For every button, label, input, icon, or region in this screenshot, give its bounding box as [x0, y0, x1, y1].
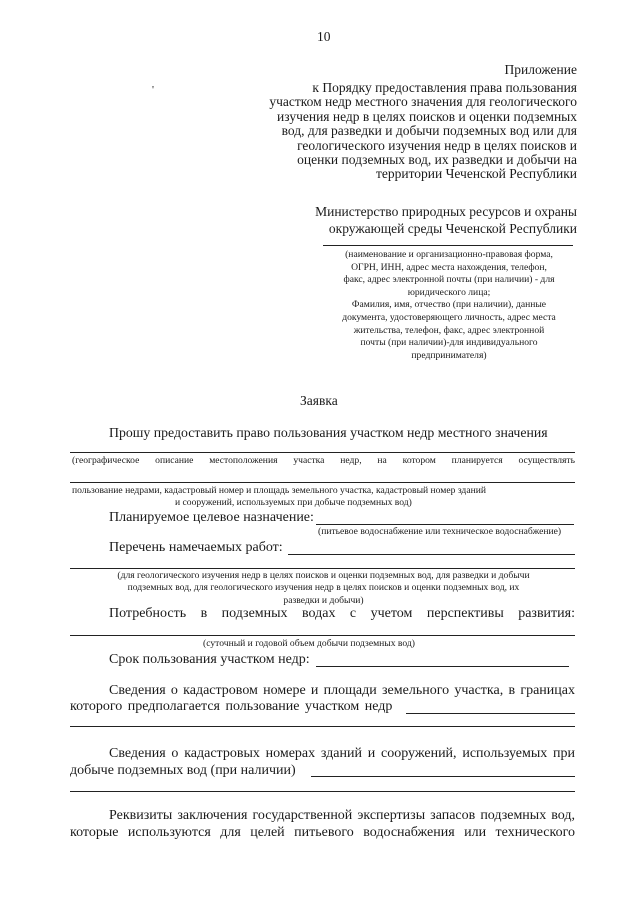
need-caption: (суточный и годовой объем добычи подземных вод) [203, 638, 415, 649]
location-caption-3: и сооружений, используемых при добыче подземных вод) [175, 497, 412, 508]
appendix-line: к Порядку предоставления права пользования [312, 80, 577, 95]
purpose-caption: (питьевое водоснабжение или техническое водоснабжение) [318, 526, 562, 537]
cadastre-land-2: которого предполагается пользование участком недр [70, 699, 393, 714]
cadastre-buildings-line-blank-2[interactable] [70, 791, 575, 792]
addressee-caption-line: Фамилия, имя, отчество (при наличии), данные [351, 299, 547, 311]
expertise-2: которые используются для целей питьевого водоснабжения или технического [70, 825, 575, 840]
addressee-caption-line: жительства, телефон, факс, адрес электронной [353, 324, 545, 336]
addressee-caption-line: факс, адрес электронной почты (при наличии) - для [343, 274, 555, 286]
addressee-line: Министерство природных ресурсов и охраны [315, 204, 577, 219]
location-caption-2: пользование недрами, кадастровый номер и площадь земельного участка, кадастровый номер зданий [72, 485, 486, 496]
request-text: Прошу предоставить право пользования участком недр местного значения [109, 425, 548, 440]
cadastre-buildings-1: Сведения о кадастровых номерах зданий и сооружений, используемых при [109, 746, 575, 761]
need-text: Потребность в подземных водах с учетом перспективы развития: [109, 606, 575, 621]
addressee [277, 203, 577, 237]
addressee-caption-line: юридического лица; [407, 286, 491, 298]
purpose-line-blank[interactable] [316, 524, 574, 525]
works-label: Перечень намечаемых работ: [109, 540, 283, 555]
appendix-line: вод, для разведки и добычи подземных вод или для [281, 123, 577, 139]
purpose-label: Планируемое целевое назначение: [109, 510, 314, 525]
works-caption [72, 570, 575, 607]
cadastre-land-1: Сведения о кадастровом номере и площади земельного участка, в границах [109, 683, 575, 698]
term-line-blank[interactable] [316, 666, 569, 667]
location-line-blank[interactable] [70, 452, 575, 453]
addressee-line: окружающей среды Чеченской Республики [328, 221, 577, 236]
addressee-caption-line: предпринимателя) [411, 349, 487, 361]
appendix-line: участком недр местного значения для геологического [269, 94, 577, 110]
appendix-line: изучения недр в целях поисков и оценки подземных [277, 108, 577, 124]
addressee-caption-line: (наименование и организационно-правовая форма, [345, 249, 553, 260]
appendix-line: оценки подземных вод, их разведки и добычи на [297, 152, 577, 168]
appendix-line: территории Чеченской Республики [375, 166, 577, 182]
addressee-line-blank[interactable] [323, 245, 573, 246]
cadastre-land-line-blank[interactable] [406, 713, 575, 714]
works-line-blank-2[interactable] [70, 568, 575, 569]
appendix-lines [247, 81, 577, 182]
addressee-caption-line: почты (при наличии)-для индивидуального [360, 337, 538, 349]
works-caption-line: разведки и добычи) [283, 594, 364, 606]
appendix-line: геологического изучения недр в целях поисков и [297, 137, 577, 153]
cadastre-buildings-2: добыче подземных вод (при наличии) [70, 763, 296, 778]
appendix-title: Приложение [504, 62, 577, 77]
need-line-blank[interactable] [70, 635, 575, 636]
addressee-caption-line: ОГРН, ИНН, адрес места нахождения, телефон, [351, 261, 547, 273]
term-label: Срок пользования участком недр: [109, 652, 310, 667]
works-caption-line: (для геологического изучения недр в целях поисков и оценки подземных вод, для разведки и добычи [117, 570, 530, 581]
cadastre-land-line-blank-2[interactable] [70, 726, 575, 727]
application-heading: Заявка [300, 393, 338, 408]
addressee-caption-line: документа, удостоверяющего личность, адрес места [342, 311, 556, 323]
location-line-blank-2[interactable] [70, 482, 575, 483]
works-caption-line: подземных вод, для геологического изучения недр в целях поисков и оценки подземных вод, их [127, 582, 520, 594]
expertise-1: Реквизиты заключения государственной экспертизы запасов подземных вод, [109, 808, 575, 823]
works-line-blank[interactable] [288, 554, 575, 555]
addressee-caption [322, 249, 576, 362]
stray-mark: ' [152, 84, 154, 96]
location-caption-1: (географическое описание местоположения участка недр, на котором планируется осуществлять [72, 455, 575, 466]
page-number: 10 [317, 29, 331, 44]
cadastre-buildings-line-blank[interactable] [311, 776, 575, 777]
